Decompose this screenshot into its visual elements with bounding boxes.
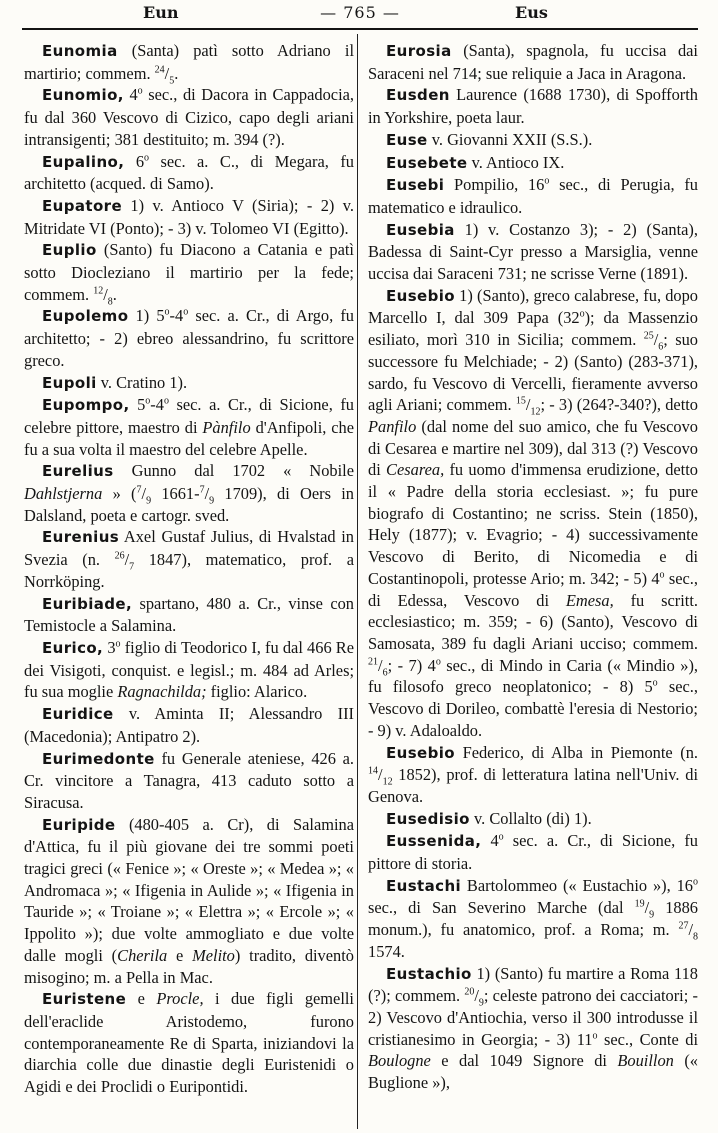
dictionary-entry: Eusebia 1) v. Costanzo 3); - 2) (Santa), Badessa di Saint-Cyr presso a Marsiglia, venne uccisa dai Saraceni 731; ne scrisse Verne (1891). <box>368 219 698 284</box>
superscript: o <box>164 306 170 318</box>
header-rule <box>22 28 698 30</box>
italic-name: Cherila <box>117 945 168 965</box>
dictionary-entry: Eusebio Federico, di Alba in Piemonte (n. $^{14}/_{12}$ 1852), prof. di letteratura latina nell'Univ. di Genova. <box>368 742 698 806</box>
dictionary-entry: Eurico, 3$^o$ figlio di Teodorico I, fu dal 466 Re dei Visigoti, conquist. e legisl.; m. 484 ad Arles; fu sua moglie Ragnachilda; figlio: Alarico. <box>24 637 354 702</box>
italic-name: Cesarea, <box>386 460 445 480</box>
dictionary-entry: Eunomia (Santa) patì sotto Adriano il martirio; commem. $^{24}/_5$. <box>24 41 354 86</box>
superscript: o <box>693 876 698 888</box>
superscript: 25 <box>643 330 654 342</box>
subscript: 6 <box>382 666 388 678</box>
entry-headword: Eunomia <box>42 42 118 60</box>
italic-name: Procle, <box>156 989 204 1009</box>
superscript: o <box>498 831 504 843</box>
entry-headword: Eupolemo <box>42 307 129 326</box>
superscript: o <box>115 638 121 650</box>
dictionary-entry: Eupatore 1) v. Antioco V (Siria); - 2) v. Mitridate VI (Ponto); - 3) v. Tolomeo VI (Egitto). <box>24 195 354 238</box>
dictionary-entry: Eustachi Bartolommeo (« Eustachio »), 16$^o$ sec., di San Severino Marche (dal $^{19}/_9$ 1886 monum.), fu anatomico, prof. a Roma; m. $^{27}/_8$ 1574. <box>368 875 698 961</box>
superscript: 20 <box>464 986 475 998</box>
dictionary-entry: Euripide (480-405 a. Cr), di Salamina d'Attica, fu il più giovane dei tre sommi poeti tragici greci (« Fenice »; « Oreste »; « Medea »; « Andromaca »; « Ifigenia in Aulide »; « Ifigenia in Tauride »; « Troiane »; « Elettra »; « Ercole »; « Ippolito »); due volte ammogliato e due volte dalle mogli (Cherila e Melito) tradito, diventò misogino; m. a Pella in Mac. <box>24 814 354 987</box>
dictionary-entry: Eurimedonte fu Generale ateniese, 426 a. Cr. vincitore a Tanagra, 413 caduto sotto a Siracusa. <box>24 748 354 812</box>
superscript: o <box>435 656 441 668</box>
subscript: 5 <box>169 74 175 86</box>
superscript: 19 <box>634 898 645 910</box>
entry-headword: Eusebio <box>386 286 456 305</box>
entry-headword: Eusebio <box>386 743 456 762</box>
left-column <box>24 40 354 1098</box>
dictionary-entry: Eunomio, 4$^o$ sec., di Dacora in Cappadocia, fu dal 360 Vescovo di Cizico, capo degli ariani intransigenti; 381 destituito; m. 394 (?). <box>24 85 354 149</box>
subscript: 7 <box>129 561 135 573</box>
entry-headword: Eurosia <box>386 42 452 60</box>
dictionary-entry: Eusebi Pompilio, 16$^o$ sec., di Perugia, fu matematico e idraulico. <box>368 175 698 217</box>
italic-name: Bouillon <box>617 1051 674 1071</box>
dictionary-entry: Eusebio 1) (Santo), greco calabrese, fu, dopo Marcello I, dal 309 Papa (32$^o$); da Massenzio esiliato, morì 310 in Sicilia; commem. $^{25}/_6$; suo successore fu Melchiade; - 2) (Santo) (283-371), sardo, fu Vescovo di Vercelli, fieramente avverso agli Ariani; commem. $^{15}/_{12}$; - 3) (264?-340?), detto Panfilo (dal nome del suo amico, che fu Vescovo di Cesarea e martire nel 309), dal 313 (?) Vescovo di Cesarea, fu uomo d'immensa erudizione, detto il « Padre della storia ecclesiast. »; fu pure biografo di Costantino; ne scriss. Stein (1850), Hely (1877); v. Evagrio; - 4) successivamente Vescovo di Berito, di Nicomedia e di Costantinopoli, protesse Ario; m. 342; - 5) 4$^o$ sec., di Edessa, Vescovo di Emesa, fu scritt. ecclesiastico; m. 359; - 6) (Santo), Vescovo di Samosata, 389 fu dagli Ariani ucciso; commem. $^{21}/_6$; - 7) 4$^o$ sec., di Mindo in Caria (« Mindio »), fu filosofo greco neoplatonico; - 8) 5$^o$ sec., Vescovo di Dorileo, combattè l'eresia di Nestorio; - 9) v. Adaloaldo. <box>368 285 699 740</box>
column-divider <box>357 34 358 1129</box>
superscript: 7 <box>199 484 205 496</box>
entry-headword: Eupompo, <box>42 396 130 415</box>
superscript: o <box>183 306 189 318</box>
entry-headword: Eurelius <box>42 462 114 481</box>
entry-headword: Euripide <box>42 815 116 834</box>
superscript: 12 <box>93 285 104 297</box>
subscript: 12 <box>382 776 393 788</box>
italic-name: Ragnachilda; <box>117 682 207 702</box>
page-header <box>0 0 718 30</box>
dictionary-entry: Euse v. Giovanni XXII (S.S.). <box>386 129 593 149</box>
entry-headword: Euse <box>386 130 428 149</box>
entry-headword: Eusebi <box>386 176 445 195</box>
dictionary-entry: Euristene e Procle, i due figli gemelli dell'eraclide Aristodemo, furono contemporaneamente Re di Sparta, iniziandovi la diarchia colle due dinastie degli Euristenidi o Agidi e dei Proclidi o Euripontidi. <box>24 989 354 1097</box>
dictionary-entry: Eusden Laurence (1688 1730), di Spofforth in Yorkshire, poeta laur. <box>368 85 698 128</box>
dictionary-entry: Eupoli v. Cratino 1). <box>42 372 188 392</box>
left-guide-word: Eun <box>143 3 179 22</box>
dictionary-entry: Eupompo, 5$^o$-4$^o$ sec. a. Cr., di Sicione, fu celebre pittore, maestro di Pànfilo d'Anfipoli, che fu a sua volta il maestro del celebre Apelle. <box>24 395 354 459</box>
superscript: o <box>163 395 169 407</box>
superscript: o <box>144 152 150 164</box>
superscript: 26 <box>114 550 125 562</box>
subscript: 12 <box>530 406 541 418</box>
right-guide-word: Eus <box>515 3 548 22</box>
entry-headword: Eunomio, <box>42 86 124 105</box>
subscript: 9 <box>146 495 152 507</box>
dictionary-entry: Eupolemo 1) 5$^o$-4$^o$ sec. a. Cr., di Argo, fu architetto; - 2) ebreo alessandrino, fu scrittore greco. <box>24 306 355 370</box>
subscript: 9 <box>209 495 215 507</box>
entry-headword: Euridice <box>42 705 114 724</box>
superscript: o <box>137 85 143 97</box>
subscript: 8 <box>107 296 113 308</box>
entry-headword: Eustachi <box>386 876 462 895</box>
dictionary-entry: Eusebete v. Antioco IX. <box>386 152 565 172</box>
dictionary-entry: Euridice v. Aminta II; Alessandro III (Macedonia); Antipatro 2). <box>24 704 354 746</box>
entry-headword: Eustachio <box>386 964 472 983</box>
dictionary-entry: Euribiade, spartano, 480 a. Cr., vinse con Temistocle a Salamina. <box>24 593 354 636</box>
superscript: o <box>592 1030 598 1042</box>
dictionary-entry: Eustachio 1) (Santo) fu martire a Roma 118 (?); commem. $^{20}/_9$; celeste patrono dei cacciatori; - 2) Vescovo d'Antiochia, verso il 300 introdusse il cristianesimo in Georgia; - 3) 11$^o$ sec., Conte di Boulogne e dal 1049 Signore di Bouillon (« Buglione »), <box>368 963 698 1093</box>
superscript: 21 <box>368 656 378 668</box>
page-number: — 765 — <box>320 3 400 22</box>
subscript: 6 <box>658 341 664 353</box>
dictionary-entry: Eussenida, 4$^o$ sec. a. Cr., di Sicione, fu pittore di storia. <box>368 831 698 874</box>
entry-headword: Eurimedonte <box>42 749 155 768</box>
superscript: o <box>652 677 658 689</box>
dictionary-entry: Eupalino, 6$^o$ sec. a. C., di Megara, fu architetto (acqued. di Samo). <box>24 151 355 194</box>
entry-headword: Eupalino, <box>42 152 125 171</box>
italic-name: Dahlstjerna <box>24 484 103 504</box>
dictionary-entry: Eurosia (Santa), spagnola, fu uccisa dai Saraceni nel 714; sue reliquie a Jaca in Aragona. <box>368 41 698 83</box>
italic-name: Panfilo <box>368 416 417 436</box>
superscript: o <box>145 395 151 407</box>
dictionary-entry: Eusedisio v. Collalto (di) 1). <box>386 808 592 828</box>
superscript: 14 <box>368 765 378 777</box>
superscript: 24 <box>154 64 165 76</box>
italic-name: Emesa, <box>565 590 614 610</box>
italic-name: Boulogne <box>368 1051 431 1071</box>
superscript: o <box>659 569 665 581</box>
superscript: o <box>544 175 550 187</box>
entry-headword: Eurenius <box>42 528 120 547</box>
entry-headword: Eupoli <box>42 373 97 392</box>
subscript: 9 <box>478 997 484 1009</box>
entry-headword: Eusebia <box>386 220 455 239</box>
entry-headword: Eupatore <box>42 196 123 215</box>
entry-headword: Eusedisio <box>386 809 470 828</box>
entry-headword: Eurico, <box>42 638 104 657</box>
dictionary-entry: Euplio (Santo) fu Diacono a Catania e patì sotto Diocleziano il martirio per la fede; commem. $^{12}/_8$. <box>24 240 354 308</box>
italic-name: Pànfilo <box>202 417 251 437</box>
entry-headword: Euristene <box>42 990 127 1009</box>
dictionary-entry: Eurelius Gunno dal 1702 « Nobile Dahlstjerna » ($^7/_9$ $1661-^7/_9$ 1709), di Oers in Dalsland, poeta e cartogr. sved. <box>24 461 354 525</box>
entry-headword: Euplio <box>42 241 97 260</box>
superscript: 27 <box>678 920 689 932</box>
superscript: 7 <box>136 484 142 496</box>
entry-headword: Eussenida, <box>386 832 482 851</box>
subscript: 8 <box>693 931 698 943</box>
italic-name: Melito <box>192 945 235 965</box>
entry-headword: Eusden <box>386 86 450 105</box>
right-column <box>368 40 698 1094</box>
superscript: o <box>579 308 585 320</box>
superscript: 15 <box>515 395 526 407</box>
entry-headword: Euribiade, <box>42 594 133 613</box>
dictionary-entry: Eurenius Axel Gustaf Julius, di Hvalstad in Svezia (n. $^{26}/_7$ 1847), matematico, prof. a Norrköping. <box>24 527 355 591</box>
subscript: 9 <box>649 909 655 921</box>
entry-headword: Eusebete <box>386 153 468 172</box>
